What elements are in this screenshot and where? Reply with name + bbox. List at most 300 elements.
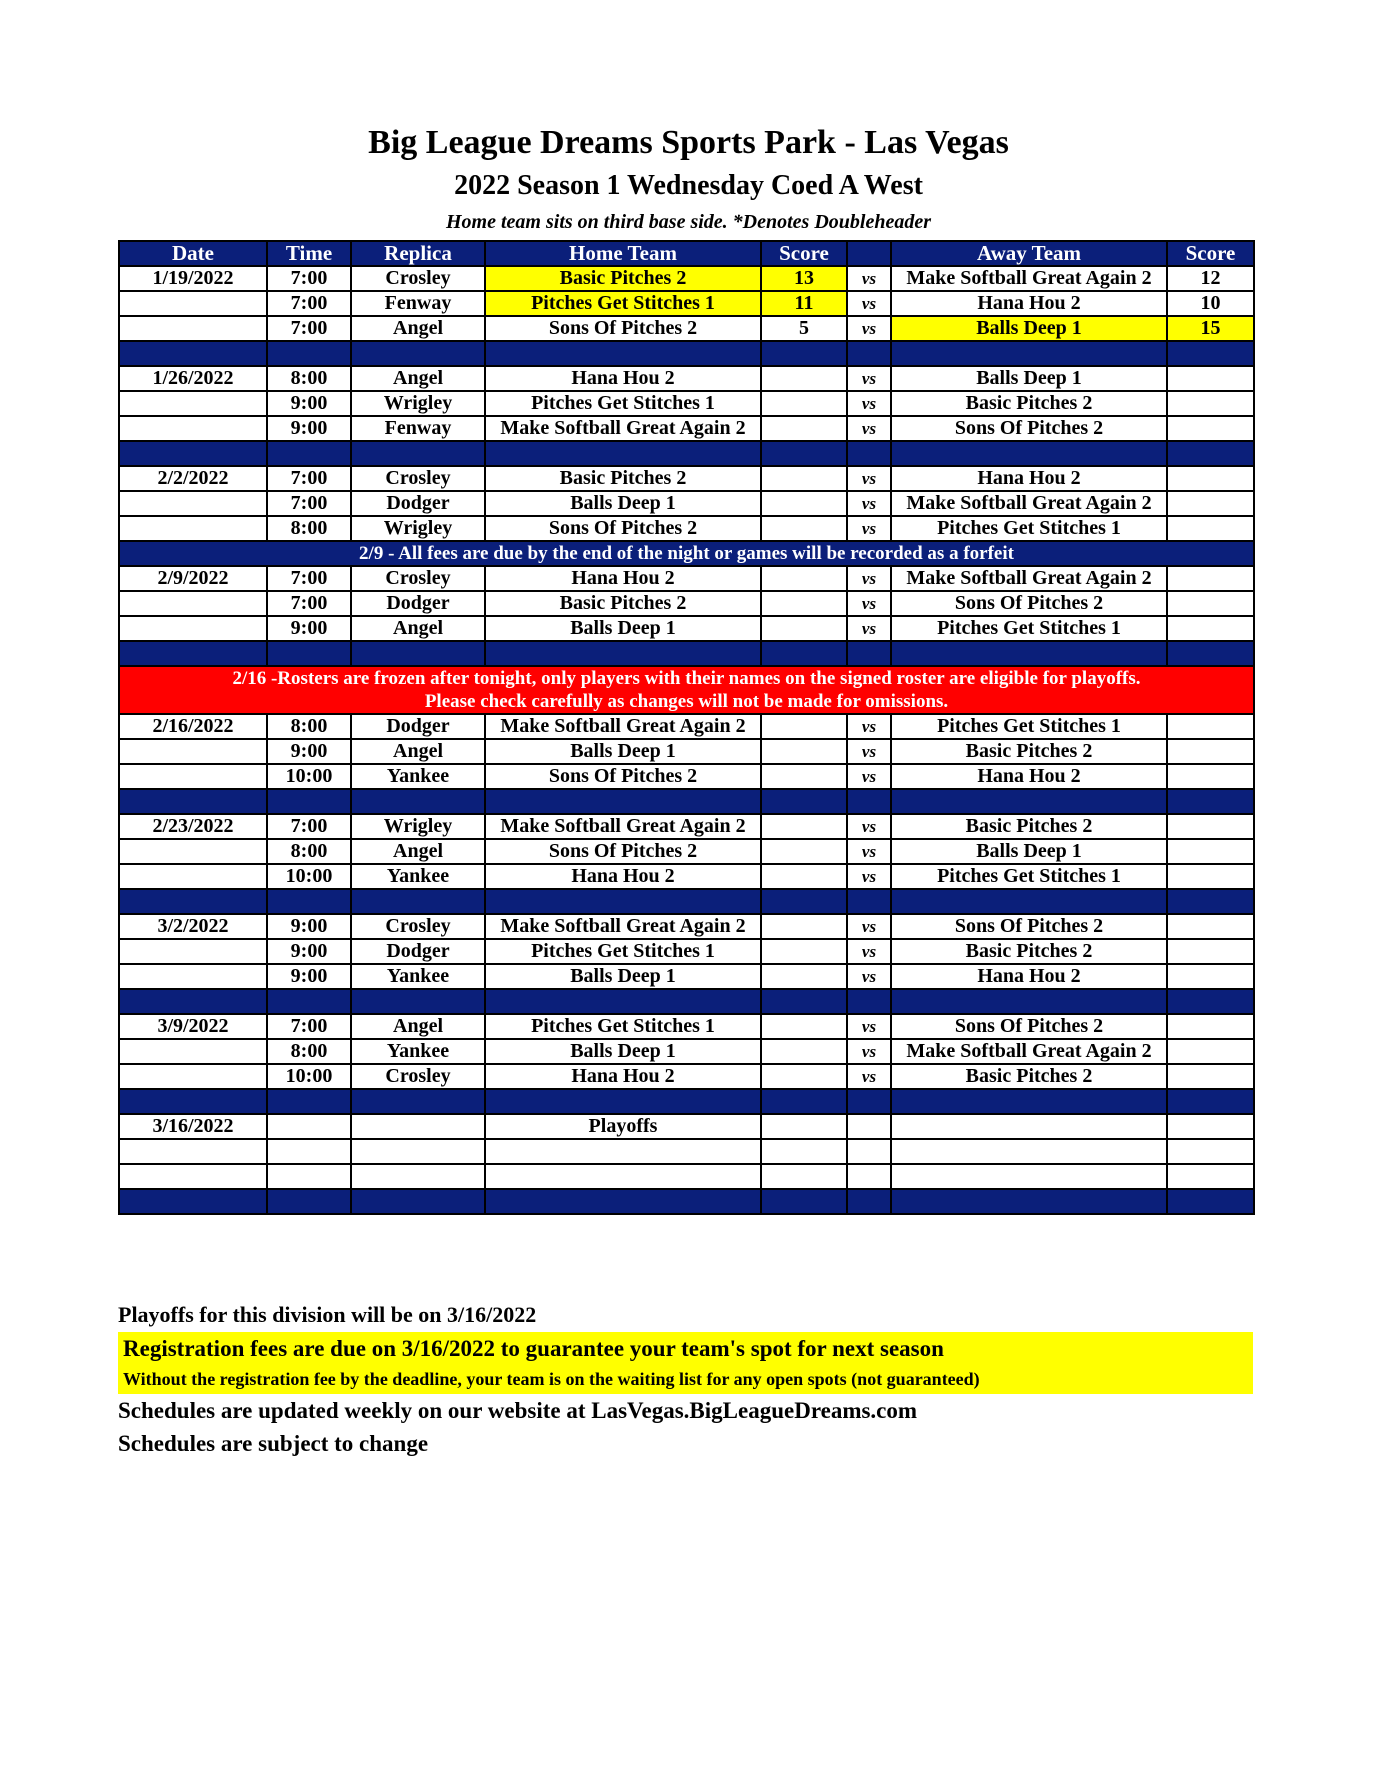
away-team: Make Softball Great Again 2 <box>891 1039 1167 1064</box>
game-date <box>119 739 267 764</box>
vs-label: vs <box>847 491 891 516</box>
separator-cell <box>891 1089 1167 1114</box>
away-score <box>1167 714 1254 739</box>
vs-label: vs <box>847 814 891 839</box>
home-team: Basic Pitches 2 <box>485 466 761 491</box>
game-replica: Fenway <box>351 416 485 441</box>
away-team: Pitches Get Stitches 1 <box>891 714 1167 739</box>
col-home-team: Home Team <box>485 241 761 266</box>
separator-cell <box>267 989 351 1014</box>
col-away-score: Score <box>1167 241 1254 266</box>
empty-cell <box>891 1139 1167 1164</box>
home-score <box>761 1014 847 1039</box>
away-team: Basic Pitches 2 <box>891 391 1167 416</box>
separator-cell <box>1167 441 1254 466</box>
game-date: 1/19/2022 <box>119 266 267 291</box>
game-row <box>119 591 1254 616</box>
empty-cell <box>761 1114 847 1139</box>
separator-cell <box>891 641 1167 666</box>
game-replica: Angel <box>351 839 485 864</box>
away-team: Sons Of Pitches 2 <box>891 914 1167 939</box>
separator-cell <box>351 789 485 814</box>
empty-cell <box>119 1139 267 1164</box>
separator-cell <box>847 989 891 1014</box>
separator-cell <box>1167 889 1254 914</box>
away-team: Hana Hou 2 <box>891 291 1167 316</box>
empty-cell <box>1167 1114 1254 1139</box>
separator-cell <box>485 1189 761 1214</box>
separator-cell <box>267 1089 351 1114</box>
game-row <box>119 814 1254 839</box>
home-score <box>761 591 847 616</box>
registration-fee-line: Registration fees are due on 3/16/2022 to guarantee your team's spot for next season <box>123 1336 944 1361</box>
game-date <box>119 764 267 789</box>
separator-cell <box>847 441 891 466</box>
game-time: 9:00 <box>267 391 351 416</box>
game-replica: Dodger <box>351 591 485 616</box>
separator-cell <box>891 341 1167 366</box>
game-row <box>119 291 1254 316</box>
game-time: 9:00 <box>267 914 351 939</box>
away-score <box>1167 366 1254 391</box>
game-row <box>119 764 1254 789</box>
game-date: 3/9/2022 <box>119 1014 267 1039</box>
away-score <box>1167 1014 1254 1039</box>
separator-row <box>119 441 1254 466</box>
empty-cell <box>761 1139 847 1164</box>
col-time: Time <box>267 241 351 266</box>
home-score <box>761 964 847 989</box>
game-replica: Yankee <box>351 964 485 989</box>
vs-label: vs <box>847 566 891 591</box>
home-team: Balls Deep 1 <box>485 616 761 641</box>
game-time: 9:00 <box>267 416 351 441</box>
separator-cell <box>761 889 847 914</box>
away-score <box>1167 1064 1254 1089</box>
vs-label: vs <box>847 316 891 341</box>
vs-label: vs <box>847 591 891 616</box>
empty-cell <box>351 1164 485 1189</box>
away-score <box>1167 491 1254 516</box>
game-date <box>119 416 267 441</box>
game-date <box>119 864 267 889</box>
game-date: 2/23/2022 <box>119 814 267 839</box>
away-team: Hana Hou 2 <box>891 964 1167 989</box>
separator-cell <box>847 641 891 666</box>
away-score <box>1167 616 1254 641</box>
game-replica: Angel <box>351 739 485 764</box>
empty-cell <box>761 1164 847 1189</box>
away-score <box>1167 764 1254 789</box>
separator-cell <box>761 341 847 366</box>
home-team: Make Softball Great Again 2 <box>485 814 761 839</box>
game-date: 1/26/2022 <box>119 366 267 391</box>
separator-cell <box>891 789 1167 814</box>
home-team: Make Softball Great Again 2 <box>485 914 761 939</box>
away-team: Make Softball Great Again 2 <box>891 566 1167 591</box>
separator-cell <box>351 1089 485 1114</box>
away-team: Sons Of Pitches 2 <box>891 591 1167 616</box>
home-score <box>761 714 847 739</box>
home-score <box>761 739 847 764</box>
game-row <box>119 466 1254 491</box>
game-replica: Yankee <box>351 1039 485 1064</box>
blank-row <box>119 1139 1254 1164</box>
game-replica: Wrigley <box>351 516 485 541</box>
vs-label: vs <box>847 764 891 789</box>
game-replica: Dodger <box>351 939 485 964</box>
game-time: 7:00 <box>267 266 351 291</box>
col-vs <box>847 241 891 266</box>
fee-notice-row <box>119 541 1254 566</box>
col-date: Date <box>119 241 267 266</box>
home-team: Pitches Get Stitches 1 <box>485 391 761 416</box>
away-score: 10 <box>1167 291 1254 316</box>
separator-cell <box>351 989 485 1014</box>
game-time: 7:00 <box>267 566 351 591</box>
empty-cell <box>891 1164 1167 1189</box>
away-team: Pitches Get Stitches 1 <box>891 516 1167 541</box>
away-team: Sons Of Pitches 2 <box>891 1014 1167 1039</box>
separator-cell <box>119 889 267 914</box>
empty-cell <box>891 1114 1167 1139</box>
home-score <box>761 616 847 641</box>
separator-cell <box>351 641 485 666</box>
home-score <box>761 914 847 939</box>
home-score <box>761 1064 847 1089</box>
game-row <box>119 366 1254 391</box>
game-time: 9:00 <box>267 964 351 989</box>
home-team: Balls Deep 1 <box>485 739 761 764</box>
separator-cell <box>1167 1089 1254 1114</box>
game-date <box>119 839 267 864</box>
game-time: 8:00 <box>267 714 351 739</box>
empty-cell <box>351 1139 485 1164</box>
roster-notice <box>119 666 1254 714</box>
separator-cell <box>119 641 267 666</box>
away-team: Pitches Get Stitches 1 <box>891 616 1167 641</box>
game-replica: Crosley <box>351 914 485 939</box>
away-team: Basic Pitches 2 <box>891 939 1167 964</box>
home-score <box>761 491 847 516</box>
playoffs-date-line: Playoffs for this division will be on 3/16/2022 <box>118 1302 537 1327</box>
game-time: 9:00 <box>267 616 351 641</box>
game-date <box>119 491 267 516</box>
game-row <box>119 914 1254 939</box>
empty-cell <box>351 1114 485 1139</box>
game-row <box>119 1064 1254 1089</box>
away-team: Make Softball Great Again 2 <box>891 491 1167 516</box>
roster-notice-line1: 2/16 -Rosters are frozen after tonight, only players with their names on the signed roster are eligible for playoffs. <box>232 668 1141 689</box>
playoff-label: Playoffs <box>485 1114 761 1139</box>
game-replica: Crosley <box>351 566 485 591</box>
separator-cell <box>761 789 847 814</box>
game-time: 10:00 <box>267 764 351 789</box>
home-team: Balls Deep 1 <box>485 964 761 989</box>
game-date <box>119 316 267 341</box>
home-team: Sons Of Pitches 2 <box>485 764 761 789</box>
subject-to-change-line: Schedules are subject to change <box>118 1431 429 1456</box>
separator-row <box>119 1089 1254 1114</box>
empty-cell <box>119 1164 267 1189</box>
separator-cell <box>761 1089 847 1114</box>
game-date <box>119 964 267 989</box>
empty-cell <box>1167 1139 1254 1164</box>
schedule-body <box>119 266 1254 1214</box>
separator-cell <box>1167 789 1254 814</box>
game-row <box>119 491 1254 516</box>
away-team: Basic Pitches 2 <box>891 739 1167 764</box>
game-date: 3/2/2022 <box>119 914 267 939</box>
page-title: Big League Dreams Sports Park - Las Vegas <box>368 124 1009 161</box>
game-date <box>119 291 267 316</box>
game-time: 7:00 <box>267 316 351 341</box>
game-replica: Angel <box>351 366 485 391</box>
separator-cell <box>891 989 1167 1014</box>
home-team-note: Home team sits on third base side. *Denotes Doubleheader <box>446 211 931 233</box>
game-row <box>119 714 1254 739</box>
home-score <box>761 566 847 591</box>
away-score <box>1167 839 1254 864</box>
separator-cell <box>847 1089 891 1114</box>
home-score: 11 <box>761 291 847 316</box>
game-time: 9:00 <box>267 939 351 964</box>
away-score <box>1167 391 1254 416</box>
roster-notice-row <box>119 666 1254 714</box>
game-time: 7:00 <box>267 1014 351 1039</box>
home-score <box>761 1039 847 1064</box>
separator-row <box>119 641 1254 666</box>
game-time: 8:00 <box>267 839 351 864</box>
game-date: 2/2/2022 <box>119 466 267 491</box>
separator-cell <box>847 341 891 366</box>
separator-cell <box>891 889 1167 914</box>
game-row <box>119 266 1254 291</box>
away-score <box>1167 466 1254 491</box>
fee-notice: 2/9 - All fees are due by the end of the night or games will be recorded as a forfeit <box>119 541 1254 566</box>
empty-cell <box>847 1164 891 1189</box>
home-score: 13 <box>761 266 847 291</box>
separator-cell <box>1167 641 1254 666</box>
empty-cell <box>847 1139 891 1164</box>
home-team: Pitches Get Stitches 1 <box>485 291 761 316</box>
away-score <box>1167 914 1254 939</box>
separator-cell <box>485 441 761 466</box>
separator-cell <box>891 441 1167 466</box>
away-score <box>1167 516 1254 541</box>
game-replica: Angel <box>351 1014 485 1039</box>
game-date <box>119 616 267 641</box>
vs-label: vs <box>847 914 891 939</box>
vs-label: vs <box>847 739 891 764</box>
away-score: 15 <box>1167 316 1254 341</box>
separator-cell <box>485 341 761 366</box>
vs-label: vs <box>847 1014 891 1039</box>
vs-label: vs <box>847 964 891 989</box>
away-team: Sons Of Pitches 2 <box>891 416 1167 441</box>
separator-cell <box>1167 341 1254 366</box>
game-time: 7:00 <box>267 814 351 839</box>
separator-cell <box>267 641 351 666</box>
col-replica: Replica <box>351 241 485 266</box>
game-time: 7:00 <box>267 466 351 491</box>
game-row <box>119 1039 1254 1064</box>
home-team: Sons Of Pitches 2 <box>485 839 761 864</box>
home-score <box>761 839 847 864</box>
game-replica: Angel <box>351 316 485 341</box>
home-score <box>761 764 847 789</box>
home-team: Basic Pitches 2 <box>485 266 761 291</box>
separator-cell <box>761 641 847 666</box>
game-row <box>119 616 1254 641</box>
game-row <box>119 839 1254 864</box>
empty-cell <box>485 1164 761 1189</box>
separator-row <box>119 1189 1254 1214</box>
home-team: Hana Hou 2 <box>485 366 761 391</box>
separator-cell <box>119 441 267 466</box>
home-score <box>761 516 847 541</box>
game-replica: Dodger <box>351 491 485 516</box>
away-score: 12 <box>1167 266 1254 291</box>
game-time: 8:00 <box>267 516 351 541</box>
home-team: Balls Deep 1 <box>485 491 761 516</box>
separator-cell <box>267 341 351 366</box>
separator-cell <box>351 1189 485 1214</box>
away-team: Make Softball Great Again 2 <box>891 266 1167 291</box>
vs-label: vs <box>847 366 891 391</box>
separator-cell <box>267 889 351 914</box>
separator-cell <box>267 441 351 466</box>
game-date <box>119 591 267 616</box>
away-score <box>1167 566 1254 591</box>
game-date <box>119 1064 267 1089</box>
separator-cell <box>485 789 761 814</box>
separator-cell <box>119 789 267 814</box>
waiting-list-line: Without the registration fee by the deadline, your team is on the waiting list for any open spots (not guaranteed) <box>123 1369 980 1389</box>
game-date <box>119 939 267 964</box>
away-team: Basic Pitches 2 <box>891 1064 1167 1089</box>
separator-cell <box>761 1189 847 1214</box>
separator-cell <box>485 989 761 1014</box>
away-score <box>1167 1039 1254 1064</box>
away-score <box>1167 939 1254 964</box>
game-row <box>119 864 1254 889</box>
away-team: Balls Deep 1 <box>891 316 1167 341</box>
separator-cell <box>119 1189 267 1214</box>
game-row <box>119 316 1254 341</box>
separator-row <box>119 889 1254 914</box>
game-row <box>119 964 1254 989</box>
home-team: Pitches Get Stitches 1 <box>485 939 761 964</box>
game-replica: Wrigley <box>351 814 485 839</box>
home-team: Make Softball Great Again 2 <box>485 416 761 441</box>
playoff-row <box>119 1114 1254 1139</box>
playoff-date: 3/16/2022 <box>119 1114 267 1139</box>
home-team: Pitches Get Stitches 1 <box>485 1014 761 1039</box>
page-subtitle: 2022 Season 1 Wednesday Coed A West <box>454 170 923 201</box>
game-time: 10:00 <box>267 1064 351 1089</box>
home-score <box>761 416 847 441</box>
home-score <box>761 814 847 839</box>
separator-cell <box>119 341 267 366</box>
separator-cell <box>119 989 267 1014</box>
separator-row <box>119 989 1254 1014</box>
game-time: 8:00 <box>267 366 351 391</box>
home-team: Hana Hou 2 <box>485 864 761 889</box>
vs-label: vs <box>847 291 891 316</box>
separator-cell <box>119 1089 267 1114</box>
game-replica: Crosley <box>351 266 485 291</box>
away-team: Balls Deep 1 <box>891 839 1167 864</box>
away-team: Hana Hou 2 <box>891 466 1167 491</box>
vs-label: vs <box>847 939 891 964</box>
vs-label: vs <box>847 714 891 739</box>
game-row <box>119 391 1254 416</box>
game-row <box>119 939 1254 964</box>
game-replica: Yankee <box>351 764 485 789</box>
game-replica: Crosley <box>351 466 485 491</box>
separator-cell <box>485 641 761 666</box>
home-team: Sons Of Pitches 2 <box>485 516 761 541</box>
website-line: Schedules are updated weekly on our website at LasVegas.BigLeagueDreams.com <box>118 1398 918 1423</box>
away-score <box>1167 814 1254 839</box>
away-score <box>1167 416 1254 441</box>
col-away-team: Away Team <box>891 241 1167 266</box>
away-score <box>1167 964 1254 989</box>
vs-label: vs <box>847 516 891 541</box>
game-time: 7:00 <box>267 491 351 516</box>
separator-cell <box>485 1089 761 1114</box>
separator-cell <box>891 1189 1167 1214</box>
vs-label: vs <box>847 616 891 641</box>
game-time: 7:00 <box>267 591 351 616</box>
col-home-score: Score <box>761 241 847 266</box>
game-time: 7:00 <box>267 291 351 316</box>
empty-cell <box>267 1164 351 1189</box>
separator-cell <box>847 889 891 914</box>
home-team: Make Softball Great Again 2 <box>485 714 761 739</box>
game-replica: Fenway <box>351 291 485 316</box>
game-row <box>119 1014 1254 1039</box>
vs-label: vs <box>847 391 891 416</box>
home-score <box>761 939 847 964</box>
separator-cell <box>847 1189 891 1214</box>
table-header-row <box>119 241 1254 266</box>
home-score <box>761 466 847 491</box>
game-replica: Yankee <box>351 864 485 889</box>
away-score <box>1167 591 1254 616</box>
empty-cell <box>267 1114 351 1139</box>
home-score <box>761 864 847 889</box>
away-team: Balls Deep 1 <box>891 366 1167 391</box>
game-time: 8:00 <box>267 1039 351 1064</box>
game-time: 10:00 <box>267 864 351 889</box>
empty-cell <box>847 1114 891 1139</box>
empty-cell <box>267 1139 351 1164</box>
game-replica: Dodger <box>351 714 485 739</box>
blank-row <box>119 1164 1254 1189</box>
separator-cell <box>485 889 761 914</box>
empty-cell <box>485 1139 761 1164</box>
home-team: Sons Of Pitches 2 <box>485 316 761 341</box>
empty-cell <box>1167 1164 1254 1189</box>
separator-cell <box>351 441 485 466</box>
game-time: 9:00 <box>267 739 351 764</box>
game-replica: Wrigley <box>351 391 485 416</box>
separator-cell <box>761 989 847 1014</box>
separator-cell <box>761 441 847 466</box>
vs-label: vs <box>847 1039 891 1064</box>
